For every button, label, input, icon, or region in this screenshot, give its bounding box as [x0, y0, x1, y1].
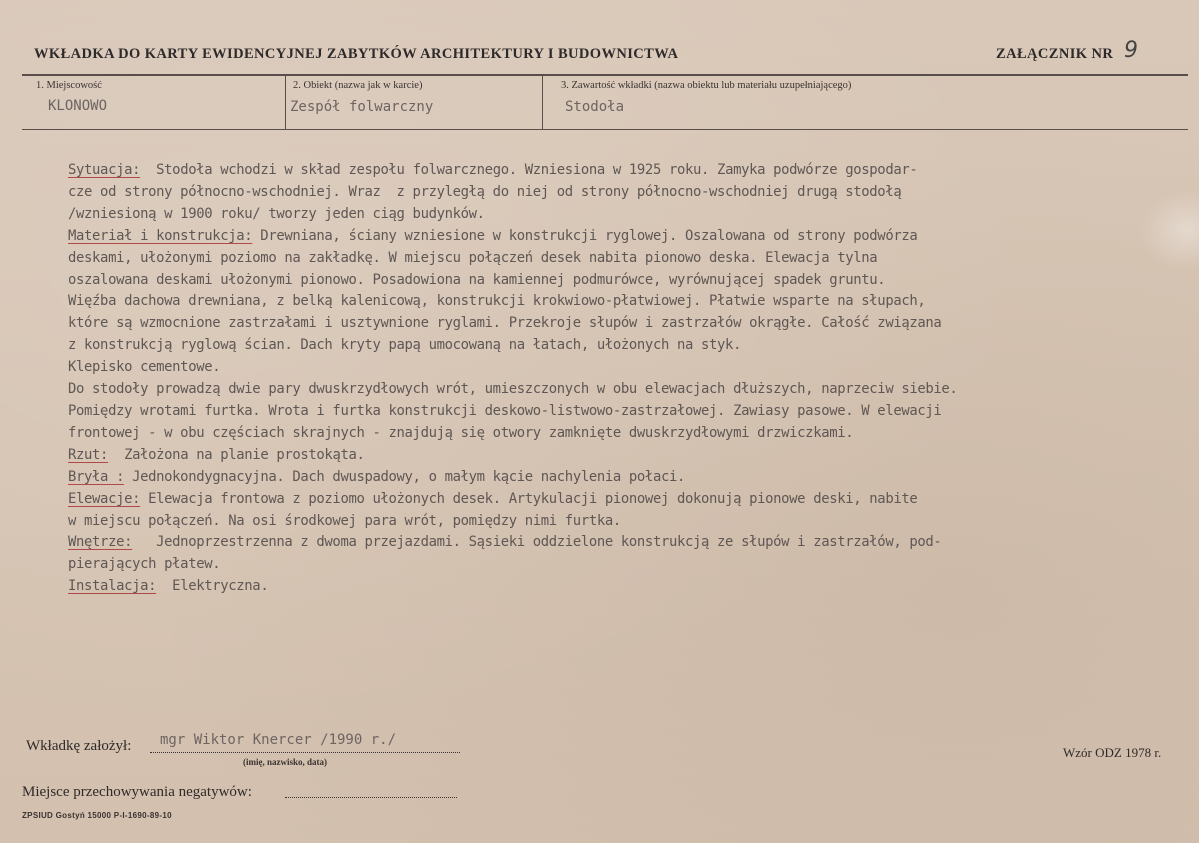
field-label-locality: 1. Miejscowość [36, 80, 102, 91]
author-value: mgr Wiktor Knercer /1990 r./ [160, 732, 397, 748]
text-line: w miejscu połączeń. Na osi środkowej para wrót, pomiędzy nimi furtka. [68, 512, 621, 529]
text-line: Więźba dachowa drewniana, z belką kalenicową, konstrukcji krokwiowo-płatwiowej. Płatwie wsparte na słupach, [68, 293, 926, 310]
section-key-material: Materiał i konstrukcja: [68, 227, 253, 244]
text-line: Instalacja: Elektryczna. [68, 578, 269, 595]
negatives-dotted-line [285, 797, 457, 798]
field-value-locality: KLONOWO [48, 98, 108, 114]
section-key-elewacje: Elewacje: [68, 490, 141, 507]
text-line: pierających płatew. [68, 556, 221, 573]
text-line: Materiał i konstrukcja: Drewniana, ściany wzniesione w konstrukcji ryglowej. Oszalowana od strony podwórza [68, 227, 918, 244]
section-key-sytuacja: Sytuacja: [68, 162, 141, 178]
author-hint: (imię, nazwisko, data) [243, 757, 327, 767]
text-line: z konstrukcją ryglową ścian. Dach kryty papą umocowaną na łatach, ułożonych na styk. [68, 337, 742, 354]
author-dotted-line [150, 752, 460, 753]
print-code: ZPSIUD Gostyń 15000 P-I-1690-89-10 [22, 811, 172, 820]
text-line: cze od strony północno-wschodniej. Wraz z przyległą do niej od strony północno-wschodniej drugą stodołą [68, 183, 902, 200]
template-version: Wzór ODZ 1978 r. [1063, 745, 1162, 760]
field-label-object: 2. Obiekt (nazwa jak w karcie) [293, 80, 423, 91]
section-key-instalacja: Instalacja: [68, 578, 157, 595]
negatives-label: Miejsce przechowywania negatywów: [22, 784, 252, 800]
annex-number: 9 [1124, 38, 1138, 63]
author-label: Wkładkę założył: [26, 738, 132, 754]
annex-label: ZAŁĄCZNIK NR [996, 46, 1114, 62]
text-line: Klepisko cementowe. [68, 359, 221, 376]
field-value-object: Zespół folwarczny [290, 99, 434, 115]
text-line: Sytuacja: Stodoła wchodzi w skład zespołu folwarcznego. Wzniesiona w 1925 roku. Zamyka podwórze gospodar- [68, 162, 918, 178]
text-line: frontowej - w obu częściach skrajnych - znajdują się otwory zamknięte dwuskrzydłowymi drzwiczkami. [68, 424, 854, 441]
section-key-bryla: Bryła : [68, 468, 125, 485]
description-body [68, 160, 1178, 598]
text-line: Wnętrze: Jednoprzestrzenna z dwoma przejazdami. Sąsieki oddzielone konstrukcją ze słupów i zastrzałów, pod- [68, 534, 942, 551]
text-line: Elewacje: Elewacja frontowa z poziomo ułożonych desek. Artykulacji pionowej dokonują pionowe deski, nabite [68, 490, 918, 507]
header-rule-top [22, 74, 1188, 76]
section-key-wnetrze: Wnętrze: [68, 534, 133, 551]
text-line: Bryła : Jednokondygnacyjna. Dach dwuspadowy, o małym kącie nachylenia połaci. [68, 468, 685, 485]
field-value-content: Stodoła [565, 99, 625, 115]
field-label-content: 3. Zawartość wkładki (nazwa obiektu lub materiału uzupełniającego) [561, 80, 852, 91]
section-key-rzut: Rzut: [68, 446, 109, 463]
text-line: które są wzmocnione zastrzałami i usztywnione ryglami. Przekroje słupów i zastrzałów okrągłe. Całość związana [68, 315, 942, 332]
header-rule-bottom [22, 129, 1188, 130]
text-line: Rzut: Założona na planie prostokąta. [68, 446, 365, 463]
field-divider-2 [542, 76, 543, 129]
card-title: WKŁADKA DO KARTY EWIDENCYJNEJ ZABYTKÓW ARCHITEKTURY I BUDOWNICTWA [34, 46, 679, 62]
text-line: Do stodoły prowadzą dwie pary dwuskrzydłowych wrót, umieszczonych w obu elewacjach dłuższych, naprzeciw siebie. [68, 381, 958, 398]
field-divider-1 [285, 76, 286, 129]
text-line: oszalowana deskami ułożonymi pionowo. Posadowiona na kamiennej podmurówce, wyrównującej spadek gruntu. [68, 271, 886, 288]
text-line: deskami, ułożonymi poziomo na zakładkę. W miejscu połączeń desek nabita pionowo deska. Elewacja tylna [68, 249, 878, 266]
text-line: /wzniesioną w 1900 roku/ tworzy jeden ciąg budynków. [68, 205, 485, 222]
text-line: Pomiędzy wrotami furtka. Wrota i furtka konstrukcji deskowo-listwowo-zastrzałowej. Zawiasy pasowe. W elewacji [68, 402, 942, 419]
